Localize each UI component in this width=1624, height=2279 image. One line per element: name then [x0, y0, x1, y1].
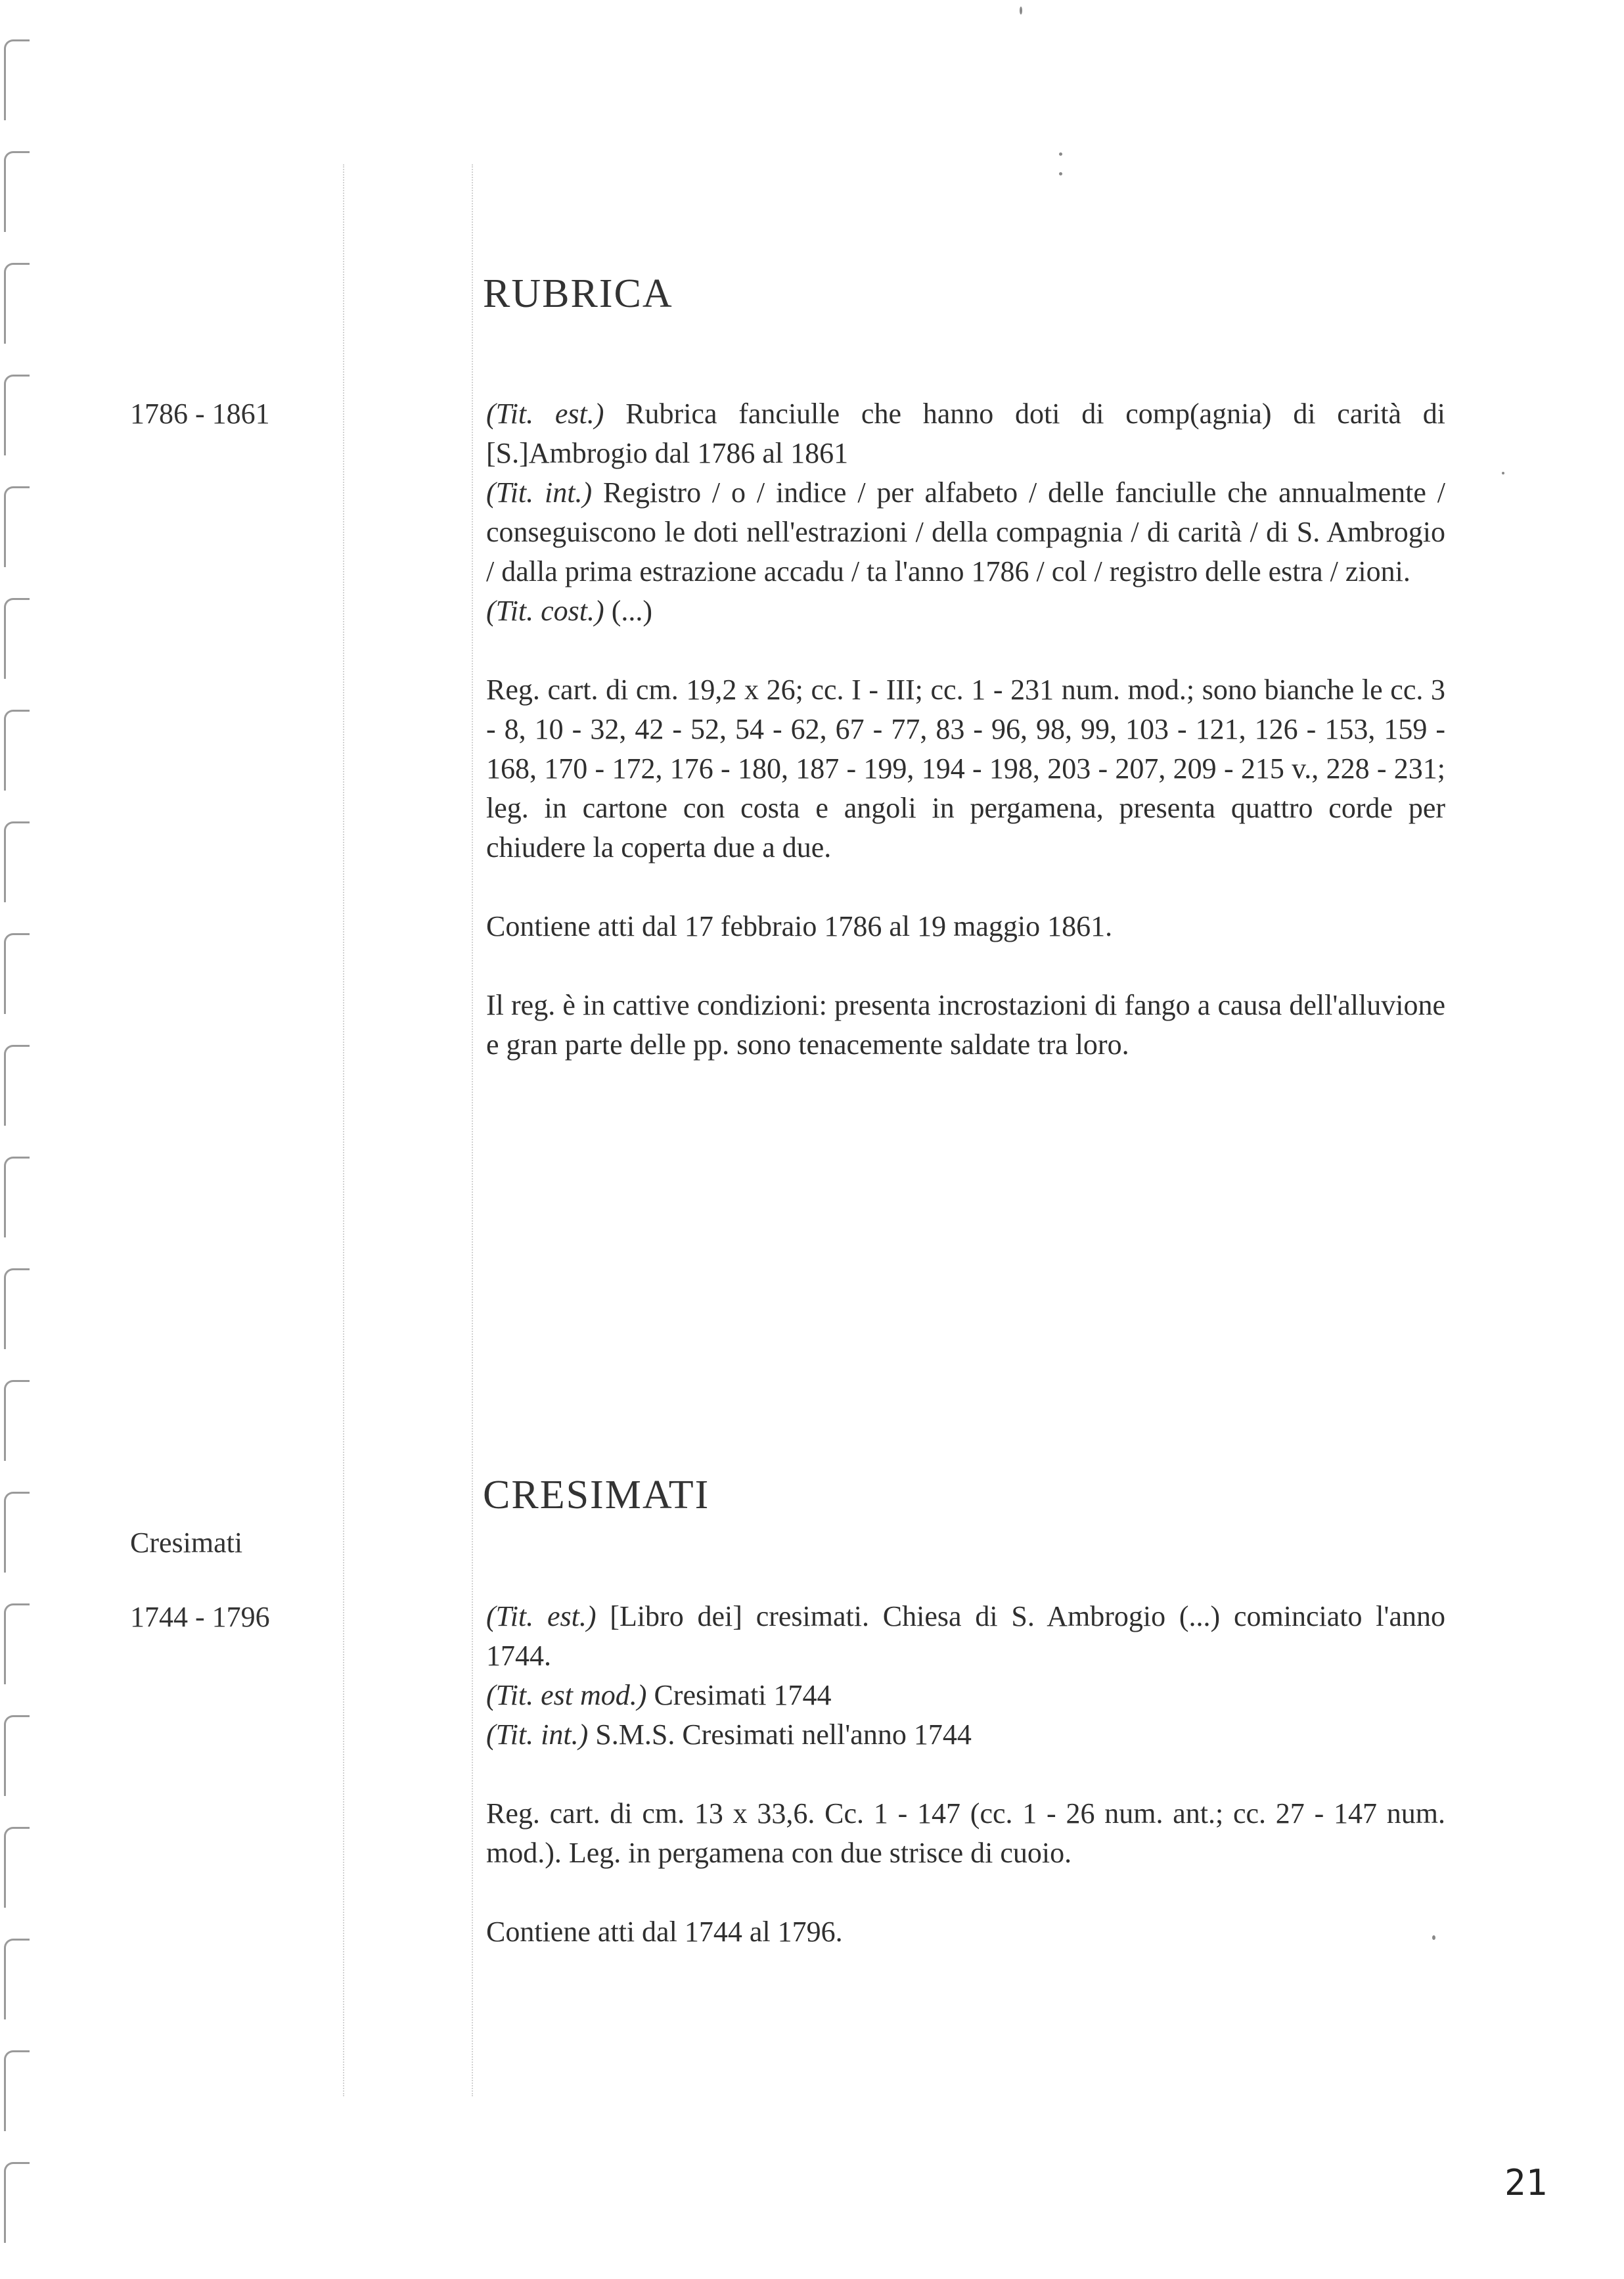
- section-title-cresimati: CRESIMATI: [483, 1473, 710, 1517]
- contents-rubrica: Contiene atti dal 17 febbraio 1786 al 19 maggio 1861.: [486, 910, 1113, 942]
- tit-est-mod-cresimati: (Tit. est mod.) Cresimati 1744: [486, 1679, 832, 1711]
- margin-divider-right: [472, 164, 473, 2096]
- description-rubrica: Reg. cart. di cm. 19,2 x 26; cc. I - III; cc. 1 - 231 num. mod.; sono bianche le cc. 3 - 8, 10 - 32, 42 - 52, 54 - 62, 67 - 77, 83 - 96, 98, 99, 103 - 121, 126 - 153, 159 - 168, 170 - 172, 176 - 180, 187 - 199, 194 - 198, 203 - 207, 209 - 215 v., 228 - 231; leg. in cartone con costa e angoli in pergamena, presenta quattro corde per chiudere la coperta due a due.: [486, 674, 1445, 863]
- contents-cresimati: Contiene atti dal 1744 al 1796.: [486, 1916, 843, 1948]
- tit-est-rubrica: (Tit. est.) Rubrica fanciulle che hanno doti di comp(agnia) di carità di [S.]Ambrogio dal 1786 al 1861: [486, 398, 1445, 469]
- tit-int-rubrica: (Tit. int.) Registro / o / indice / per alfabeto / delle fanciulle che annualmente / conseguiscono le doti nell'estrazioni / della compagnia / di carità / di S. Ambrogio / dalla prima estrazione accadu / ta l'anno 1786 / col / registro delle estra / zioni.: [486, 476, 1446, 587]
- binder-holes: [0, 0, 39, 2279]
- tit-int-cresimati: (Tit. int.) S.M.S. Cresimati nell'anno 1744: [486, 1718, 972, 1751]
- cresimati-entry: [486, 1597, 1445, 1952]
- margin-date-cresimati: 1744 - 1796: [130, 1601, 270, 1633]
- condition-rubrica: Il reg. è in cattive condizioni: presenta incrostazioni di fango a causa dell'alluvione e gran parte delle pp. sono tenacemente saldate tra loro.: [486, 989, 1445, 1061]
- rubrica-entry: [486, 394, 1445, 1065]
- description-cresimati: Reg. cart. di cm. 13 x 33,6. Cc. 1 - 147 (cc. 1 - 26 num. ant.; cc. 27 - 147 num. mod.). Leg. in pergamena con due strisce di cuoio.: [486, 1797, 1445, 1869]
- margin-divider-left: [343, 164, 344, 2096]
- section-title-rubrica: RUBRICA: [483, 271, 673, 316]
- page-number: 21: [1504, 2162, 1548, 2203]
- margin-label-cresimati: Cresimati: [130, 1527, 243, 1559]
- margin-date-rubrica: 1786 - 1861: [130, 398, 270, 430]
- tit-est-cresimati: (Tit. est.) [Libro dei] cresimati. Chiesa di S. Ambrogio (...) cominciato l'anno 1744.: [486, 1600, 1445, 1672]
- tit-cost-rubrica: (Tit. cost.) (...): [486, 595, 652, 627]
